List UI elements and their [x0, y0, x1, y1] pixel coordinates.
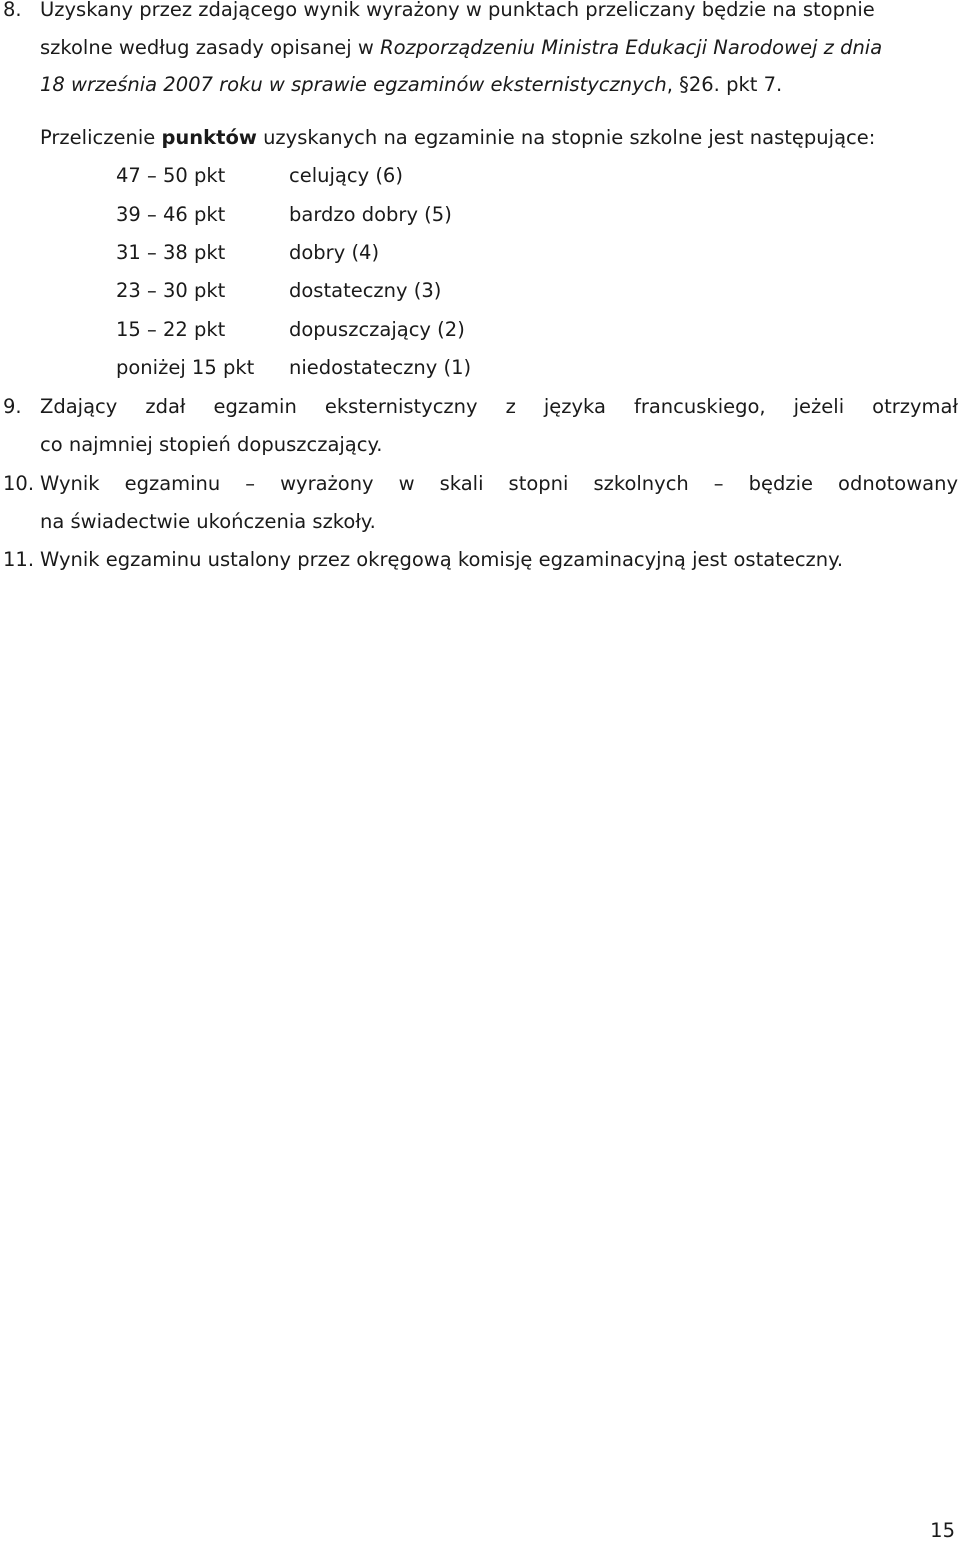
- scale-range: 47 – 50 pkt: [116, 164, 226, 187]
- item-8-line-3: [40, 73, 782, 97]
- scale-row: [116, 279, 441, 303]
- scale-grade: niedostateczny (1): [289, 356, 472, 379]
- scale-range: 31 – 38 pkt: [116, 241, 226, 264]
- conversion-intro-bold: punktów: [161, 126, 257, 149]
- page-number: 15: [930, 1519, 955, 1542]
- regulation-title-part-1: Rozporządzeniu Ministra Edukacji Narodowej z dnia: [380, 36, 883, 59]
- regulation-title-part-2: 18 września 2007 roku w sprawie egzaminów eksternistycznych: [40, 73, 667, 96]
- scale-grade: dostateczny (3): [289, 279, 442, 302]
- scale-row: [116, 203, 452, 227]
- item-8-line-2: [40, 36, 882, 60]
- item-11-number: 11.: [3, 548, 35, 571]
- item-10-line-1: Wynik egzaminu – wyrażony w skali stopni szkolnych – będzie odnotowany: [40, 472, 958, 495]
- scale-range: 39 – 46 pkt: [116, 203, 226, 226]
- item-8-line-2-plain: szkolne według zasady opisanej w: [40, 36, 381, 59]
- scale-grade: bardzo dobry (5): [289, 203, 452, 226]
- item-8-line-3-plain: , §26. pkt 7.: [666, 73, 783, 96]
- conversion-intro-before: Przeliczenie: [40, 126, 162, 149]
- scale-range: 15 – 22 pkt: [116, 318, 226, 341]
- scale-grade: celujący (6): [289, 164, 403, 187]
- scale-range: 23 – 30 pkt: [116, 279, 226, 302]
- item-11-line-1: Wynik egzaminu ustalony przez okręgową komisję egzaminacyjną jest ostateczny.: [40, 548, 844, 571]
- item-9-line-1: Zdający zdał egzamin eksternistyczny z języka francuskiego, jeżeli otrzymał: [40, 395, 958, 418]
- item-9-line-2: co najmniej stopień dopuszczający.: [40, 433, 383, 456]
- item-8-line-1: Uzyskany przez zdającego wynik wyrażony w punktach przeliczany będzie na stopnie: [40, 0, 875, 21]
- item-8-number: 8.: [3, 0, 22, 21]
- scale-grade: dobry (4): [289, 241, 380, 264]
- conversion-intro-after: uzyskanych na egzaminie na stopnie szkolne jest następujące:: [256, 126, 876, 149]
- item-10-number: 10.: [3, 472, 35, 495]
- scale-row: [116, 164, 403, 188]
- item-9-number: 9.: [3, 395, 22, 418]
- scale-row: [116, 318, 465, 342]
- item-10-line-2: na świadectwie ukończenia szkoły.: [40, 510, 376, 533]
- scale-grade: dopuszczający (2): [289, 318, 465, 341]
- conversion-intro: [40, 126, 875, 150]
- scale-row: [116, 356, 471, 380]
- scale-range: poniżej 15 pkt: [116, 356, 255, 379]
- scale-row: [116, 241, 379, 265]
